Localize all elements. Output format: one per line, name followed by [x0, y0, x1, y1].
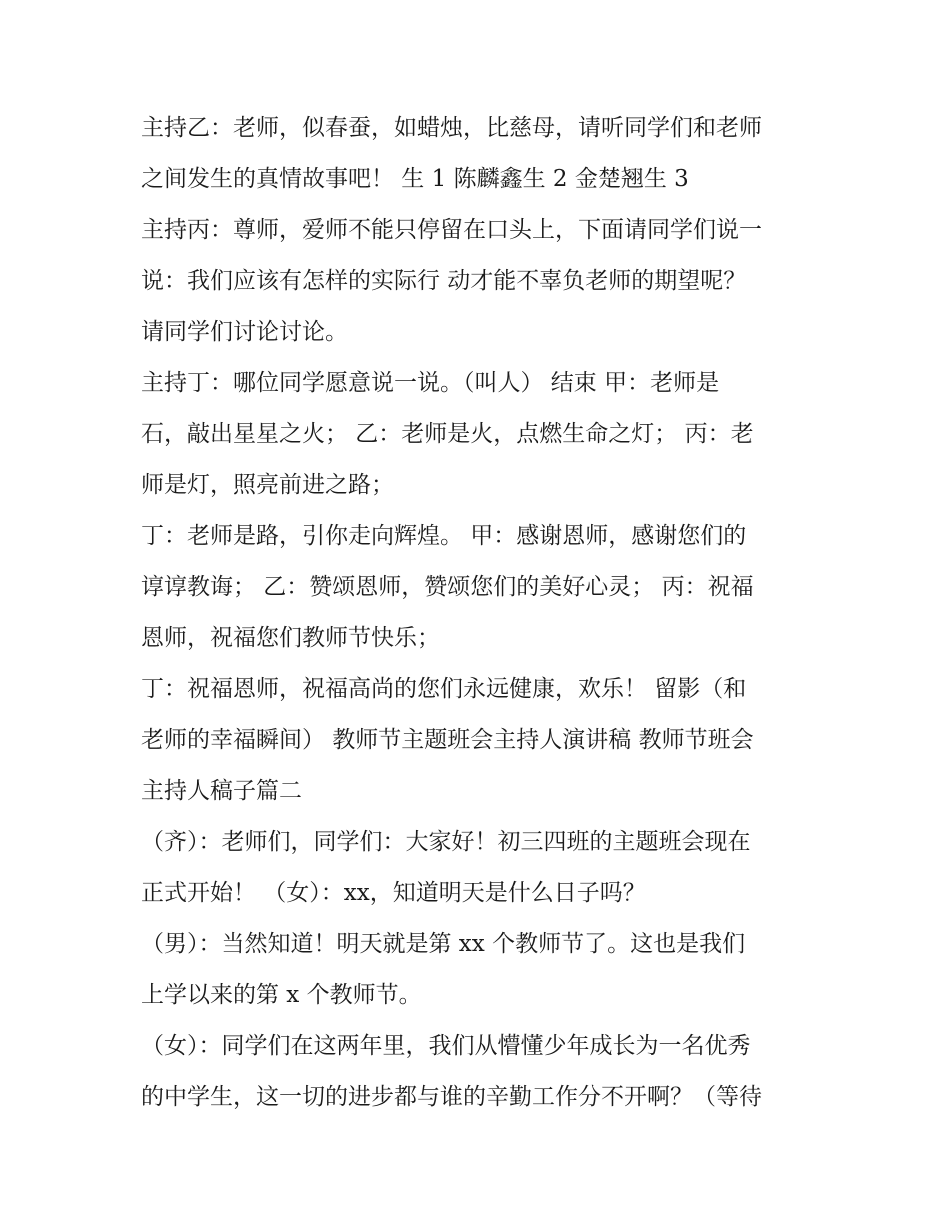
text-line: （男）：当然知道！明天就是第 xx 个教师节了。这也是我们 [141, 931, 746, 957]
text-line: 丁：祝福恩师，祝福高尚的您们永远健康，欢乐！ 留影（和 [141, 676, 747, 702]
text-line: 恩师，祝福您们教师节快乐； [141, 625, 440, 651]
text-line: （女）：同学们在这两年里，我们从懵懂少年成长为一名优秀 [141, 1033, 751, 1059]
text-line: 正式开始！ （女）：xx，知道明天是什么日子吗？ [141, 880, 646, 906]
body-text [141, 103, 821, 1123]
text-line: 的中学生，这一切的进步都与谁的辛勤工作分不开啊？（等待 [141, 1084, 762, 1110]
text-line: 石，敲出星星之火； 乙：老师是火，点燃生命之灯； 丙：老 [141, 421, 754, 447]
text-line: 之间发生的真情故事吧！ 生 1 陈麟鑫生 2 金楚翘生 3 [141, 166, 689, 192]
text-line: 主持丙：尊师，爱师不能只停留在口头上，下面请同学们说一 [141, 217, 762, 243]
text-line: 丁：老师是路，引你走向辉煌。 甲：感谢恩师，感谢您们的 [141, 523, 747, 549]
text-line: 说：我们应该有怎样的实际行 动才能不辜负老师的期望呢？ [141, 268, 747, 294]
text-line: 主持丁：哪位同学愿意说一说。（叫人） 结束 甲：老师是 [141, 370, 720, 396]
text-line: （齐）：老师们，同学们：大家好！初三四班的主题班会现在 [141, 829, 751, 855]
text-line: 上学以来的第 x 个教师节。 [141, 982, 422, 1008]
text-line: 主持人稿子篇二 [141, 778, 302, 804]
text-line: 主持乙：老师，似春蚕，如蜡烛，比慈母，请听同学们和老师 [141, 115, 762, 141]
text-line: 师是灯，照亮前进之路； [141, 472, 394, 498]
text-line: 请同学们讨论讨论。 [141, 319, 348, 345]
text-line: 谆谆教诲； 乙：赞颂恩师，赞颂您们的美好心灵； 丙：祝福 [141, 574, 754, 600]
text-line: 老师的幸福瞬间） 教师节主题班会主持人演讲稿 教师节班会 [141, 727, 754, 753]
